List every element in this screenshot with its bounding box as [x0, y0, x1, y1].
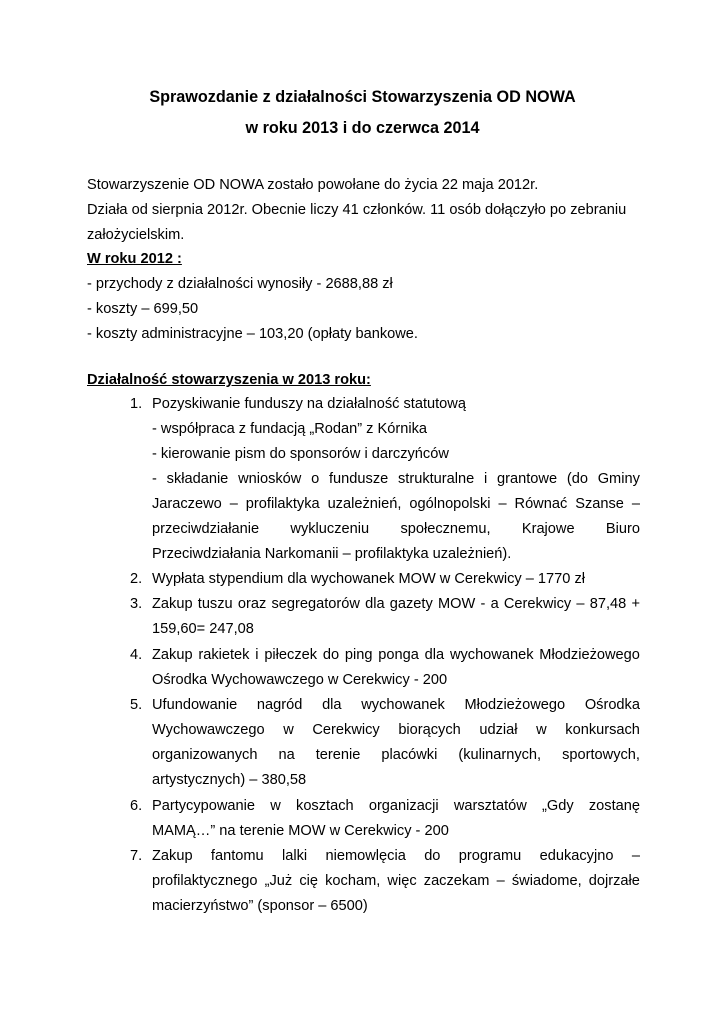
list-item — [152, 796, 640, 816]
word: ping — [344, 647, 373, 663]
word: – — [576, 596, 585, 612]
item-number: 7. — [130, 848, 143, 864]
word: dojrzałe — [588, 873, 640, 889]
word: rakietek — [198, 647, 250, 663]
word: w — [283, 722, 294, 738]
word: ponga — [378, 647, 419, 663]
word: ogólnopolski — [409, 496, 491, 512]
sub-item — [152, 469, 640, 489]
word: a — [490, 596, 499, 612]
word: tuszu — [197, 596, 233, 612]
word: więc — [387, 873, 417, 889]
section-heading-2012: W roku 2012 : — [87, 251, 182, 267]
word: w — [536, 722, 547, 738]
list-item: macierzyństwo” (sponsor – 6500) — [152, 898, 368, 914]
word: zaczekam — [423, 873, 490, 889]
word: Wychowawczego — [152, 722, 265, 738]
word: warsztatów — [453, 798, 527, 814]
word: MOW — [437, 596, 476, 612]
list-item: 159,60= 247,08 — [152, 621, 254, 637]
word: do — [424, 848, 441, 864]
word: Zakup — [152, 596, 193, 612]
word: strukturalne — [398, 471, 475, 487]
word: (do — [566, 471, 588, 487]
section-heading-2013: Działalność stowarzyszenia w 2013 roku: — [87, 372, 371, 388]
word: niemowlęcia — [325, 848, 406, 864]
list-item: Pozyskiwanie funduszy na działalność statutową — [152, 396, 466, 412]
word: dla — [424, 647, 445, 663]
document-subtitle: w roku 2013 i do czerwca 2014 — [245, 119, 480, 137]
word: – — [631, 848, 640, 864]
word: „Gdy — [542, 798, 574, 814]
word: wychowanek — [361, 697, 445, 713]
word: udział — [479, 722, 518, 738]
word: – — [229, 496, 238, 512]
word: cię — [299, 873, 318, 889]
word: uzależnień, — [327, 496, 402, 512]
word: Jaraczewo — [152, 496, 222, 512]
list-item: - koszty administracyjne – 103,20 (opłaty bankowe. — [87, 326, 418, 342]
item-number: 3. — [130, 596, 143, 612]
word: programu — [458, 848, 522, 864]
list-item — [152, 720, 640, 740]
intro-line: założycielskim. — [87, 227, 185, 243]
word: Zakup — [152, 848, 193, 864]
word: sportowych, — [562, 747, 640, 763]
word: składanie — [166, 471, 229, 487]
word: i — [484, 471, 488, 487]
word: Młodzieżowego — [539, 647, 640, 663]
word: gazety — [389, 596, 433, 612]
word: wniosków — [238, 471, 302, 487]
word: przeciwdziałanie — [152, 521, 260, 537]
word: na — [278, 747, 295, 763]
word: nagród — [256, 697, 303, 713]
word: wykluczeniu — [290, 521, 370, 537]
list-item: Wypłata stypendium dla wychowanek MOW w Cerekwicy – 1770 zł — [152, 571, 585, 587]
word: - — [152, 471, 157, 487]
word: kocham, — [325, 873, 381, 889]
word: Młodzieżowego — [464, 697, 566, 713]
word: organizowanych — [152, 747, 258, 763]
sub-item-justified — [152, 519, 640, 539]
word: wychowanek — [449, 647, 534, 663]
word: terenie — [315, 747, 361, 763]
word: oraz — [237, 596, 267, 612]
sub-item: - współpraca z fundacją „Rodan” z Kórnika — [152, 421, 427, 437]
list-item — [152, 645, 640, 665]
document-title: Sprawozdanie z działalności Stowarzyszenia OD NOWA — [149, 88, 576, 106]
word: 87,48 — [589, 596, 627, 612]
list-item — [152, 594, 640, 614]
word: (kulinarnych, — [458, 747, 542, 763]
word: placówki — [381, 747, 438, 763]
word: Biuro — [605, 521, 640, 537]
item-number: 1. — [130, 396, 143, 412]
item-number: 4. — [130, 647, 143, 663]
word: Równać — [514, 496, 568, 512]
word: dla — [322, 697, 342, 713]
sub-item: Przeciwdziałania Narkomanii – profilaktyka uzależnień). — [152, 546, 512, 562]
list-item: MAMĄ…” na terenie MOW w Cerekwicy - 200 — [152, 823, 449, 839]
word: fundusze — [329, 471, 389, 487]
sub-item — [152, 494, 640, 514]
list-item — [152, 745, 640, 765]
word: dla — [365, 596, 385, 612]
word: Partycypowanie — [152, 798, 256, 814]
word: profilaktyka — [245, 496, 320, 512]
item-number: 5. — [130, 697, 143, 713]
word: Zakup — [152, 647, 193, 663]
list-item: artystycznych) – 380,58 — [152, 772, 307, 788]
word: społecznemu, — [400, 521, 491, 537]
word: biorących — [398, 722, 461, 738]
word: – — [496, 873, 505, 889]
word: Ośrodka — [584, 697, 640, 713]
word: Gminy — [597, 471, 640, 487]
list-item — [152, 871, 640, 891]
word: – — [498, 496, 507, 512]
word: + — [631, 596, 640, 612]
list-item: Ośrodka Wychowawczego w Cerekwicy - 200 — [152, 672, 448, 688]
word: lalki — [282, 848, 308, 864]
word: świadome, — [511, 873, 582, 889]
word: w — [270, 798, 281, 814]
word: Cerekwicy — [503, 596, 572, 612]
word: – — [631, 496, 640, 512]
word: profilaktycznego — [152, 873, 258, 889]
word: zostanę — [588, 798, 640, 814]
word: grantowe — [497, 471, 558, 487]
word: fantomu — [210, 848, 264, 864]
intro-line: Stowarzyszenie OD NOWA zostało powołane do życia 22 maja 2012r. — [87, 177, 539, 193]
sub-item: - kierowanie pism do sponsorów i darczyńców — [152, 446, 449, 462]
word: piłeczek — [264, 647, 318, 663]
word: o — [311, 471, 320, 487]
word: - — [480, 596, 486, 612]
word: do — [322, 647, 340, 663]
word: edukacyjno — [539, 848, 614, 864]
list-item: - koszty – 699,50 — [87, 301, 199, 317]
word: Krajowe — [521, 521, 575, 537]
word: „Już — [264, 873, 293, 889]
word: Cerekwicy — [312, 722, 380, 738]
word: konkursach — [565, 722, 640, 738]
list-item: - przychody z działalności wynosiły - 2688,88 zł — [87, 276, 393, 292]
word: organizacji — [368, 798, 439, 814]
list-item — [152, 695, 640, 715]
word: kosztach — [296, 798, 354, 814]
item-number: 6. — [130, 798, 143, 814]
word: i — [255, 647, 259, 663]
word: Ufundowanie — [152, 697, 238, 713]
list-item — [152, 846, 640, 866]
word: segregatorów — [271, 596, 360, 612]
word: Szanse — [575, 496, 624, 512]
item-number: 2. — [130, 571, 143, 587]
intro-line: Działa od sierpnia 2012r. Obecnie liczy 41 członków. 11 osób dołączyło po zebraniu — [87, 202, 627, 218]
